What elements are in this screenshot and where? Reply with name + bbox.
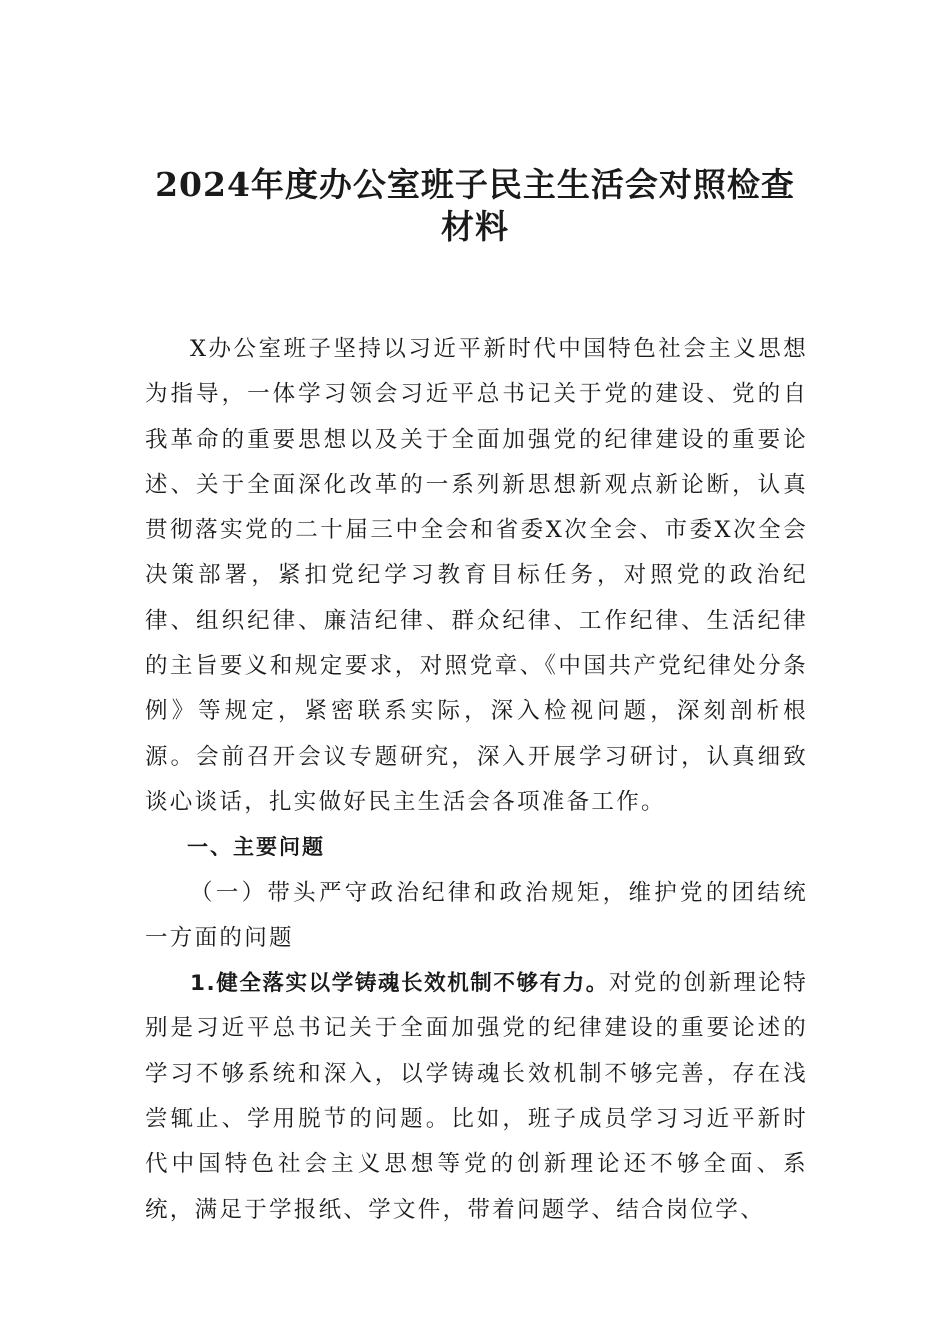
intro-paragraph: X办公室班子坚持以习近平新时代中国特色社会主义思想为指导，一体学习领会习近平总书记关于党的建设、党的自我革命的重要思想以及关于全面加强党的纪律建设的重要论述、关于全面深化改革的一系列新思想新观点新论断，认真贯彻落实党的二十届三中全会和省委X次全会、市委X次全会决策部署，紧扣党纪学习教育目标任务，对照党的政治纪律、组织纪律、廉洁纪律、群众纪律、工作纪律、生活纪律的主旨要义和规定要求，对照党章、《中国共产党纪律处分条例》等规定，紧密联系实际，深入检视问题，深刻剖析根源。会前召开会议专题研究，深入开展学习研讨，认真细致谈心谈话，扎实做好民主生活会各项准备工作。: [145, 336, 808, 815]
document-body: [145, 327, 808, 1233]
subsection-heading-political-discipline: （一）带头严守政治纪律和政治规矩，维护党的团结统一方面的问题: [145, 879, 808, 951]
section-heading-main-problems: 一、主要问题: [187, 835, 325, 860]
item-1-lead: 1.健全落实以学铸魂长效机制不够有力。: [190, 971, 609, 997]
item-1-paragraph: [145, 961, 808, 1233]
item-1-text: 对党的创新理论特别是习近平总书记关于全面加强党的纪律建设的重要论述的学习不够系统和深入，以学铸魂长效机制不够完善，存在浅尝辄止、学用脱节的问题。比如，班子成员学习习近平新时代中国特色社会主义思想等党的创新理论还不够全面、系统，满足于学报纸、学文件，带着问题学、结合岗位学、: [145, 970, 808, 1223]
document-title-line-2: 材料: [441, 207, 509, 246]
document-title-line-1: 2024年度办公室班子民主生活会对照检查: [155, 165, 795, 204]
